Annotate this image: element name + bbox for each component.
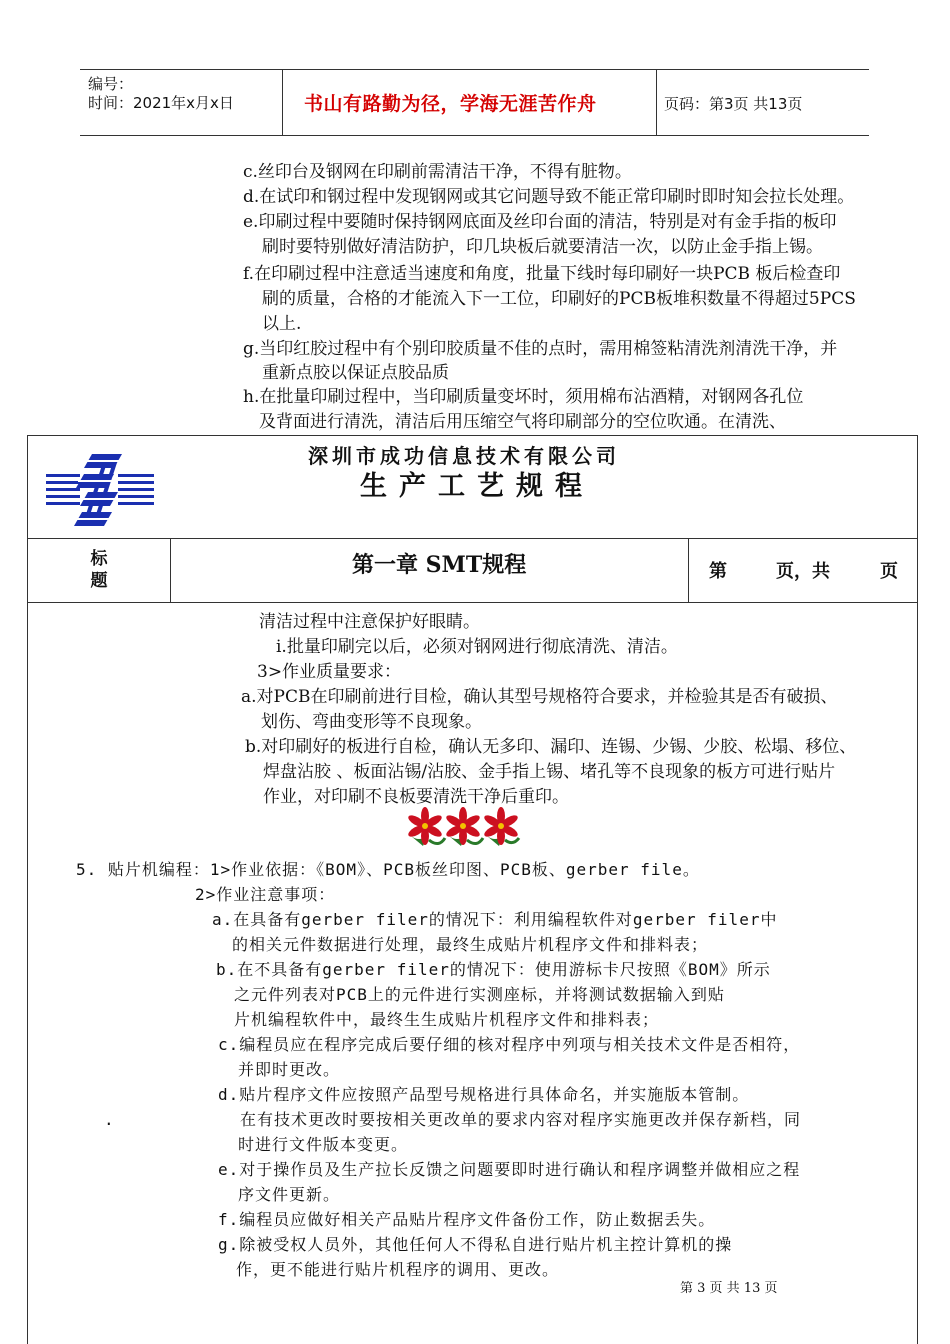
footer-page-number: 第 3 页 共 13 页 [680, 1281, 778, 1296]
section-5-b1: b.在不具备有gerber filer的情况下：使用游标卡尺按照《BOM》所示 [216, 960, 771, 979]
section-5-f: f.编程员应做好相关产品贴片程序文件备份工作，防止数据丢失。 [218, 1210, 716, 1229]
body-line-c: c.丝印台及钢网在印刷前需清洁干净，不得有脏物。 [243, 162, 632, 182]
title-label: 标题 [90, 549, 108, 591]
quality-line-b1: b.对印刷好的板进行自检，确认无多印、漏印、连锡、少锡、少胶、松塌、移位、 [245, 737, 857, 757]
quality-line-b3: 作业，对印刷不良板要清洗干净后重印。 [263, 787, 569, 807]
body-line-h1: h.在批量印刷过程中，当印刷质量变坏时，须用棉布沾酒精，对钢网各孔位 [243, 387, 804, 407]
body-line-d: d.在试印和钢过程中发现钢网或其它问题导致不能正常印刷时即时知会拉长处理。 [243, 187, 855, 207]
chapter-title: 第一章 SMT规程 [352, 552, 527, 578]
company-name: 深圳市成功信息技术有限公司 [308, 444, 620, 468]
document-number-label: 编号： [88, 75, 134, 93]
quality-requirements-heading: 3>作业质量要求： [257, 662, 402, 682]
document-title: 生产工艺规程 [360, 471, 594, 502]
section-5-heading: 5. 贴片机编程：1>作业依据：《BOM》、PCB板丝印图、PCB板、gerber file。 [76, 860, 700, 879]
title-page-middle: 页，共 [776, 561, 830, 582]
section-5-c2: 并即时更改。 [238, 1060, 341, 1079]
section-5-dot: . [104, 1110, 115, 1129]
company-logo [44, 452, 156, 528]
poinsettia-flowers-icon [405, 806, 523, 850]
section-5-notes-heading: 2>作业注意事项： [195, 885, 336, 904]
body-line-f3: 以上. [262, 314, 302, 334]
body-line-f1: f.在印刷过程中注意适当速度和角度，批量下线时每印刷好一块PCB 板后检查印 [243, 264, 841, 284]
quality-line-b2: 焊盘沾胶 、板面沾锡/沾胶、金手指上锡、堵孔等不良现象的板方可进行贴片 [263, 762, 836, 782]
document-time-label: 时间：2021年x月x日 [88, 94, 234, 112]
header-page-label: 页码：第3页 共13页 [664, 95, 803, 113]
section-5-a2: 的相关元件数据进行处理，最终生成贴片机程序文件和排料表； [232, 935, 709, 954]
header-motto: 书山有路勤为径，学海无涯苦作舟 [304, 93, 597, 115]
section-5-b3: 片机编程软件中，最终生生成贴片机程序文件和排料表； [234, 1010, 660, 1029]
title-page-suffix: 页 [880, 561, 898, 582]
section-5-e2: 序文件更新。 [238, 1185, 341, 1204]
body-line-h3: 清洁过程中注意保护好眼睛。 [259, 612, 480, 632]
section-5-e1: e.对于操作员及生产拉长反馈之问题要即时进行确认和程序调整并做相应之程 [218, 1160, 801, 1179]
section-5-g1: g.除被受权人员外，其他任何人不得私自进行贴片机主控计算机的操 [218, 1235, 733, 1254]
section-5-b2: 之元件列表对PCB上的元件进行实测座标，并将测试数据输入到贴 [234, 985, 725, 1004]
section-5-d2: 在有技术更改时要按相关更改单的要求内容对程序实施更改并保存新档，同 [240, 1110, 802, 1129]
body-line-g1: g.当印红胶过程中有个别印胶质量不佳的点时，需用棉签粘清洗剂清洗干净，并 [243, 339, 838, 359]
section-5-d1: d.贴片程序文件应按照产品型号规格进行具体命名，并实施版本管制。 [218, 1085, 750, 1104]
section-5-d3: 时进行文件版本变更。 [238, 1135, 409, 1154]
body-line-h2: 及背面进行清洗，清洁后用压缩空气将印刷部分的空位吹通。在清洗、 [259, 412, 786, 432]
quality-line-a2: 划伤、弯曲变形等不良现象。 [261, 712, 482, 732]
body-line-g2: 重新点胶以保证点胶品质 [262, 363, 449, 383]
section-5-g2: 作，更不能进行贴片机程序的调用、更改。 [236, 1260, 560, 1279]
section-5-a1: a.在具备有gerber filer的情况下：利用编程软件对gerber filer中 [212, 910, 778, 929]
quality-line-a1: a.对PCB在印刷前进行目检，确认其型号规格符合要求，并检验其是否有破损、 [241, 687, 838, 707]
title-page-prefix: 第 [709, 561, 727, 582]
body-line-f2: 刷的质量，合格的才能流入下一工位，印刷好的PCB板堆积数量不得超过5PCS [262, 289, 856, 309]
section-5-c1: c.编程员应在程序完成后要仔细的核对程序中列项与相关技术文件是否相符， [218, 1035, 801, 1054]
body-line-e2: 刷时要特别做好清洁防护，印几块板后就要清洁一次，以防止金手指上锡。 [262, 237, 823, 257]
body-line-e1: e.印刷过程中要随时保持钢网底面及丝印台面的清洁，特别是对有金手指的板印 [243, 212, 837, 232]
body-line-i: i.批量印刷完以后，必须对钢网进行彻底清洗、清洁。 [276, 637, 678, 657]
